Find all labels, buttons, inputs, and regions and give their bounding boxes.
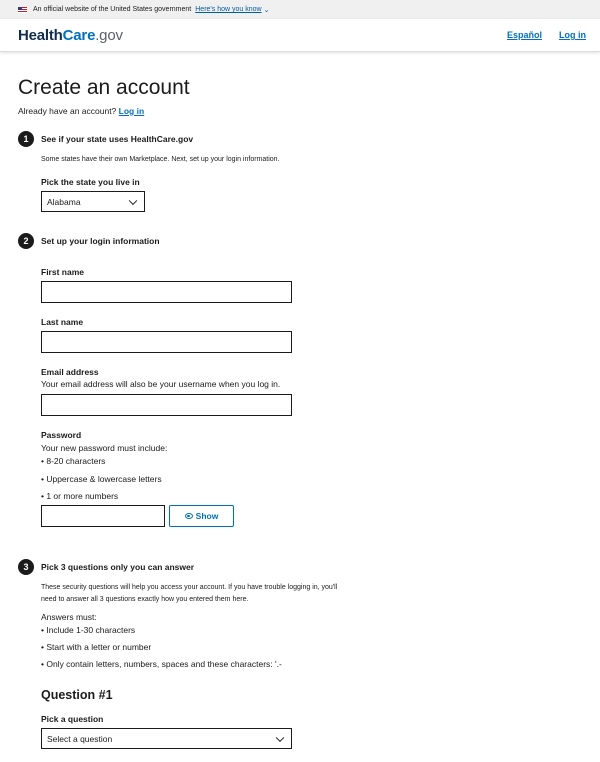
last-name-label: Last name bbox=[41, 317, 84, 327]
step-3-number: 3 bbox=[18, 559, 34, 575]
eye-icon bbox=[185, 513, 193, 519]
step-1-description: Some states have their own Marketplace. Next, set up your login information. bbox=[41, 156, 280, 163]
already-text: Already have an account? bbox=[18, 106, 117, 116]
healthcare-logo[interactable] bbox=[18, 27, 123, 44]
heres-how-you-know-link[interactable]: Here's how you know bbox=[195, 6, 262, 13]
password-rule: • Uppercase & lowercase letters bbox=[41, 474, 162, 484]
pick-question-label: Pick a question bbox=[41, 714, 104, 724]
us-flag-icon bbox=[18, 7, 27, 13]
state-select[interactable] bbox=[41, 191, 145, 212]
logo-gov: .gov bbox=[95, 26, 123, 44]
show-password-label: Show bbox=[195, 511, 219, 521]
step-3-title: Pick 3 questions only you can answer bbox=[41, 562, 195, 572]
step-3-description: need to answer all 3 questions exactly how you entered them here. bbox=[41, 596, 249, 603]
password-rule: • 8-20 characters bbox=[41, 456, 106, 466]
question-1-select-value: Select a question bbox=[47, 733, 113, 744]
state-select-value: Alabama bbox=[47, 196, 81, 207]
logo-care: Care bbox=[62, 26, 96, 44]
already-have-account bbox=[18, 106, 600, 116]
login-link[interactable]: Log in bbox=[118, 106, 145, 116]
email-input[interactable] bbox=[41, 394, 292, 416]
step-1 bbox=[18, 131, 193, 147]
answer-rule: • Include 1-30 characters bbox=[41, 625, 136, 635]
password-hint: Your new password must include: bbox=[41, 443, 168, 453]
site-header bbox=[0, 19, 600, 52]
answer-rule: • Start with a letter or number bbox=[41, 642, 152, 652]
question-1-heading: Question #1 bbox=[41, 688, 113, 702]
step-2-number: 2 bbox=[18, 233, 34, 249]
first-name-label: First name bbox=[41, 267, 84, 277]
email-hint: Your email address will also be your username when you log in. bbox=[41, 379, 281, 389]
logo-health: Health bbox=[18, 26, 63, 44]
chevron-down-icon[interactable]: ⌄ bbox=[263, 6, 270, 14]
step-3-description: These security questions will help you access your account. If you have trouble logging in, you'll bbox=[41, 584, 338, 591]
step-1-number: 1 bbox=[18, 131, 34, 147]
answer-rule: • Only contain letters, numbers, spaces and these characters: '.- bbox=[41, 659, 282, 669]
password-input[interactable] bbox=[41, 505, 165, 527]
header-login-link[interactable]: Log in bbox=[559, 30, 586, 40]
page-title: Create an account bbox=[18, 76, 190, 99]
step-3 bbox=[18, 559, 194, 575]
state-label: Pick the state you live in bbox=[41, 177, 140, 187]
step-1-title: See if your state uses HealthCare.gov bbox=[41, 134, 194, 144]
chevron-down-icon bbox=[129, 196, 137, 204]
gov-banner bbox=[0, 0, 600, 19]
chevron-down-icon bbox=[276, 733, 284, 741]
email-label: Email address bbox=[41, 367, 99, 377]
gov-banner-text: An official website of the United States government bbox=[33, 6, 192, 13]
show-password-button[interactable] bbox=[169, 505, 234, 527]
espanol-link[interactable]: Español bbox=[506, 30, 542, 40]
first-name-input[interactable] bbox=[41, 281, 292, 303]
last-name-input[interactable] bbox=[41, 331, 292, 353]
answers-must-label: Answers must: bbox=[41, 612, 97, 622]
question-1-select[interactable] bbox=[41, 728, 292, 749]
step-2-title: Set up your login information bbox=[41, 236, 160, 246]
password-label: Password bbox=[41, 430, 82, 440]
password-rule: • 1 or more numbers bbox=[41, 491, 119, 501]
step-2 bbox=[18, 233, 160, 249]
